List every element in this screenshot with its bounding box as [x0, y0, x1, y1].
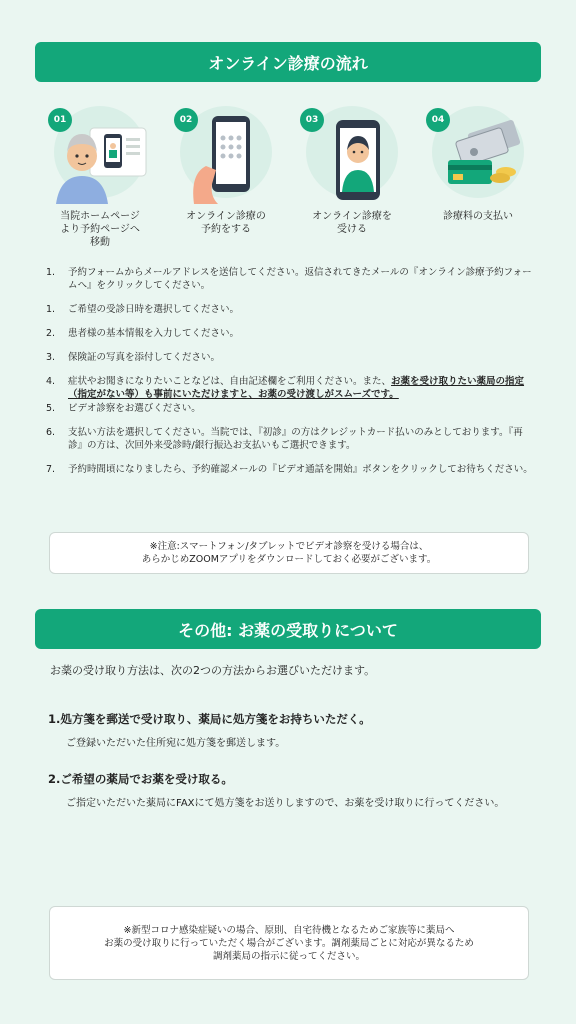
list-item [44, 463, 534, 476]
list-item [44, 402, 534, 415]
list-text-emphasis: お薬を受け取りたい薬局の指定（指定がない等）も事前にいただけますと、お薬の受け渡しがスムーズです。 [68, 376, 525, 400]
flow-steps [40, 100, 540, 260]
method-1-title: 1.処方箋を郵送で受け取り、薬局に処方箋をお持ちいただく。 [48, 712, 371, 726]
step-number: 03 [300, 108, 324, 132]
procedure-list [44, 266, 534, 476]
list-number: 4. [46, 376, 56, 387]
list-number: 3. [46, 352, 56, 363]
flow-section-title [35, 42, 541, 82]
flow-section-title-text: オンライン診療の流れ [208, 53, 368, 73]
list-number: 6. [46, 427, 56, 438]
method-1-description: ご登録いただいた住所宛に処方箋を郵送します。 [66, 738, 286, 749]
list-item [44, 426, 534, 452]
medicine-section-title [35, 609, 541, 649]
step-number: 04 [426, 108, 450, 132]
step-label: 当院ホームページ より予約ページへ 移動 [60, 211, 140, 248]
list-item [44, 327, 534, 340]
step-label: オンライン診療の 予約をする [186, 211, 266, 235]
list-item [44, 351, 534, 364]
covid-note-line: ※新型コロナ感染症疑いの場合、原則、自宅待機となるためご家族等に薬局へ [123, 924, 455, 936]
list-text: 予約フォームからメールアドレスを送信してください。返信されてきたメールの『オンライン診療予約フォームへ』をクリックしてください。 [68, 267, 532, 291]
method-2-title: 2.ご希望の薬局でお薬を受け取る。 [48, 772, 233, 786]
list-item [44, 375, 534, 401]
list-text: 支払い方法を選択してください。当院では、『初診』の方はクレジットカード払いのみとしております。『再診』の方は、次回外来受診時/銀行振込お支払いもご選択できます。 [68, 427, 523, 451]
list-number: 5. [46, 403, 56, 414]
list-number: 1. [46, 267, 56, 278]
list-number: 1. [46, 304, 56, 315]
list-text: 保険証の写真を添付してください。 [68, 352, 221, 363]
medicine-section-title-text: その他: お薬の受取りについて [178, 620, 398, 640]
zoom-note-box [49, 532, 529, 574]
step-number: 02 [174, 108, 198, 132]
covid-note-line: お薬の受け取りに行っていただく場合がございます。調剤薬局ごとに対応が異なるため [104, 937, 474, 949]
method-2-description: ご指定いただいた薬局にFAXにて処方箋をお送りしますので、お薬を受け取りに行ってください。 [66, 798, 505, 809]
list-text: ビデオ診察をお選びください。 [68, 403, 201, 414]
list-text: 予約時間頃になりましたら、予約確認メールの『ビデオ通話を開始』ボタンをクリックしてお待ちください。 [68, 464, 533, 475]
list-item [44, 303, 534, 316]
step-number: 01 [48, 108, 72, 132]
covid-note-box [49, 906, 529, 980]
list-number: 7. [46, 464, 56, 475]
step-label: オンライン診療を 受ける [312, 211, 392, 235]
list-text: 症状やお聞きになりたいことなどは、自由記述欄をご利用ください。また、 [68, 376, 392, 387]
medicine-intro: お薬の受け取り方法は、次の2つの方法からお選びいただけます。 [50, 664, 376, 677]
zoom-note-line: ※注意:スマートフォン/タブレットでビデオ診察を受ける場合は、 [149, 541, 429, 552]
list-number: 2. [46, 328, 56, 339]
step-label: 診療料の支払い [443, 211, 513, 222]
list-item [44, 266, 534, 292]
zoom-note-line: あらかじめZOOMアプリをダウンロードしておく必要がございます。 [141, 554, 437, 565]
list-text: ご希望の受診日時を選択してください。 [68, 304, 240, 315]
list-text: 患者様の基本情報を入力してください。 [68, 328, 240, 339]
covid-note-line: 調剤薬局の指示に従ってください。 [212, 950, 365, 962]
